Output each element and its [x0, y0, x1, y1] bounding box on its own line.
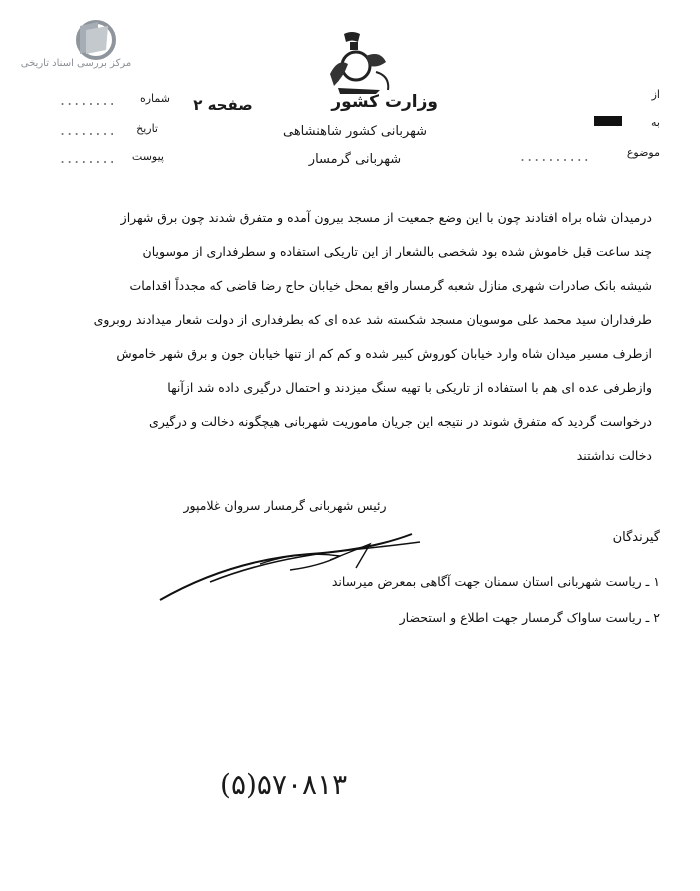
page-marker: صفحه ۲ [193, 96, 253, 114]
from-label: از [651, 88, 660, 101]
recipient-2: ۲ ـ ریاست ساواک گرمسار جهت اطلاع و استحضار [399, 610, 660, 625]
police-title: شهربانی کشور شاهنشاهی [282, 124, 427, 139]
date-dots: ........ [60, 120, 117, 139]
recipients-title: گیرندگان [612, 530, 660, 545]
attachment-label: پیوست [131, 150, 164, 163]
attachment-dots: ........ [60, 148, 117, 167]
body-line-2: چند ساعت قبل خاموش شده بود شخصی بالشعار از این تاریکی استفاده و سطرفداری از موسویان [142, 244, 652, 259]
body-line-5: ازطرف مسیر میدان شاه وارد خیابان کوروش کبیر شده و کم کم از تنها خیابان جون و برق شهر خاموش [116, 346, 652, 361]
body-line-1: درمیدان شاه براه افتادند چون با این وضع جمعیت از مسجد بیرون آمده و متفرق شدند چون برق شهراز [120, 210, 652, 225]
signature-line: رئیس شهربانی گرمسار سروان غلامپور [183, 498, 387, 513]
body-line-3: شیشه بانک صادرات شهری منازل شعبه گرمسار واقع بمحل خیابان حاج رضا قاضی که مجدداً اقدامات [129, 278, 652, 293]
to-label: به [651, 116, 660, 129]
redaction-block [594, 116, 622, 126]
ministry-title: وزارت کشور [331, 92, 438, 112]
body-line-7: درخواست گردید که متفرق شوند در نتیجه این جریان ماموریت شهربانی هیچگونه دخالت و درگیری [148, 414, 652, 429]
number-dots: ........ [60, 90, 117, 109]
body-line-4: طرفداران سید محمد علی موسویان مسجد شکسته شد عده ای که بطرفداری از دولت شعار میدادند روبروی [93, 312, 652, 327]
archive-logo-text: مرکز بررسی اسناد تاریخی [20, 58, 132, 69]
recipient-1: ۱ ـ ریاست شهربانی استان سمنان جهت آگاهی بمعرض میرساند [331, 574, 660, 589]
archive-number: ۵۷۰۸۱۳(۵) [220, 768, 348, 801]
handwritten-signature [150, 520, 430, 610]
archive-logo [20, 18, 130, 78]
local-police-title: شهربانی گرمسار [308, 152, 402, 167]
date-label: تاریخ [136, 122, 158, 135]
subject-label: موضوع [626, 146, 660, 159]
body-line-6: وازطرفی عده ای هم با استفاده از تاریکی با تهیه سنگ میزدند و احتمال درگیری داده شد ازآنها [167, 380, 652, 395]
body-line-8: دخالت نداشتند [576, 448, 652, 463]
lion-and-sun-emblem-icon [318, 28, 398, 100]
number-label: شماره [139, 92, 170, 105]
subject-dots: .......... [520, 146, 591, 165]
